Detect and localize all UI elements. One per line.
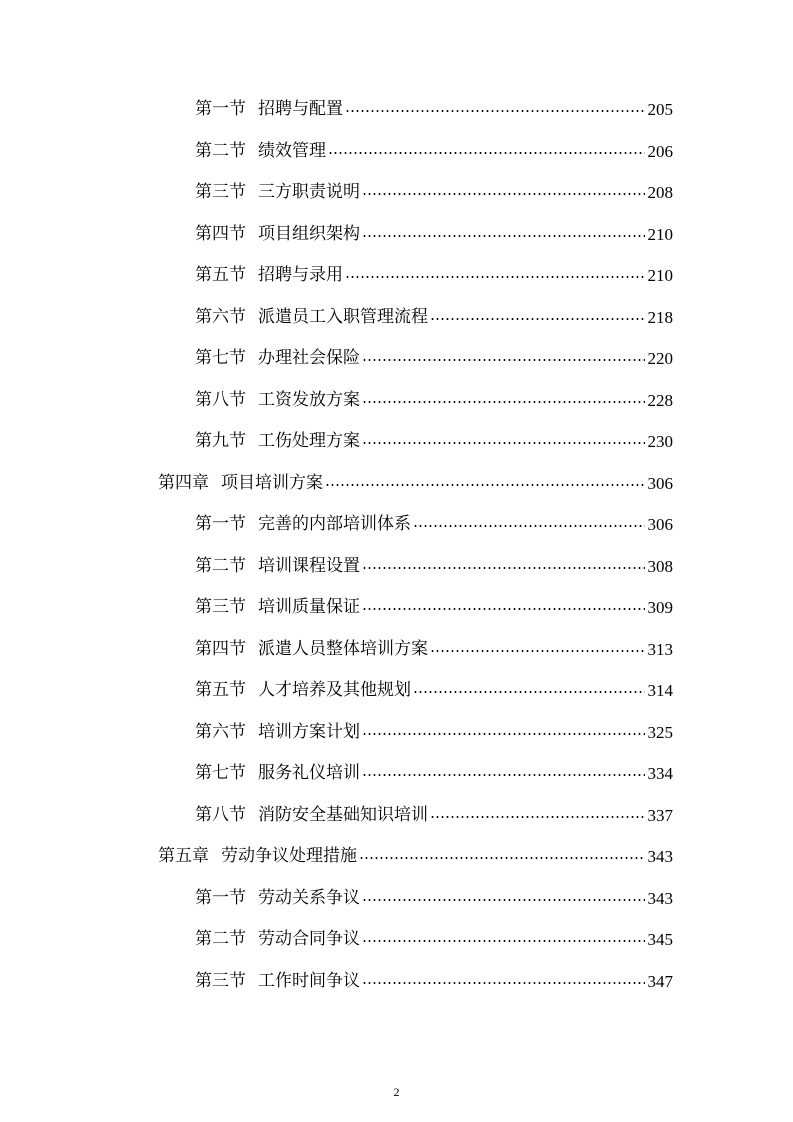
dot-leader — [359, 857, 645, 859]
toc-entry-label: 第五章 — [158, 846, 209, 867]
toc-entry-label: 第一节 — [195, 99, 246, 120]
toc-entry-line — [195, 682, 673, 699]
dot-leader — [362, 774, 645, 776]
toc-entry-line — [195, 887, 673, 908]
toc-entry-title: 工资发放方案 — [258, 389, 360, 410]
toc-entry-page-number: 205 — [647, 100, 673, 120]
toc-entry-page-number: 314 — [647, 681, 673, 701]
toc-entry-label: 第六节 — [195, 721, 246, 742]
toc-section-entry[interactable] — [0, 89, 793, 131]
toc-entry-page-number: 313 — [647, 639, 673, 659]
dot-leader — [362, 940, 645, 942]
toc-section-entry[interactable] — [0, 961, 793, 1003]
toc-entry-label: 第六节 — [195, 306, 246, 327]
toc-entry-label: 第四章 — [158, 472, 209, 493]
toc-section-entry[interactable] — [0, 338, 793, 380]
dot-leader — [430, 650, 645, 652]
toc-entry-line — [195, 516, 673, 533]
toc-entry-title: 培训方案计划 — [258, 721, 360, 742]
toc-chapter-entry[interactable] — [0, 836, 793, 878]
toc-entry-label: 第五节 — [195, 265, 246, 286]
toc-entry-label: 第四节 — [195, 638, 246, 659]
toc-entry-line — [195, 267, 673, 284]
toc-entry-page-number: 347 — [647, 971, 673, 991]
toc-entry-page-number: 206 — [647, 141, 673, 161]
toc-entry-title: 三方职责说明 — [258, 182, 360, 203]
toc-chapter-entry[interactable] — [0, 463, 793, 505]
dot-leader — [325, 484, 645, 486]
dot-leader — [345, 110, 645, 112]
toc-entry-page-number: 210 — [647, 224, 673, 244]
dot-leader — [362, 982, 645, 984]
toc-entry-page-number: 208 — [647, 183, 673, 203]
toc-entry-page-number: 230 — [647, 432, 673, 452]
toc-section-entry[interactable] — [0, 131, 793, 173]
toc-entry-page-number: 337 — [647, 805, 673, 825]
toc-entry-page-number: 345 — [647, 930, 673, 950]
toc-entry-label: 第七节 — [195, 348, 246, 369]
dot-leader — [413, 525, 645, 527]
toc-entry-line — [195, 931, 673, 948]
toc-entry-line — [195, 223, 673, 244]
dot-leader — [362, 567, 645, 569]
toc-entry-line — [195, 804, 673, 825]
toc-entry-title: 消防安全基础知识培训 — [258, 804, 428, 825]
toc-entry-page-number: 218 — [647, 307, 673, 327]
toc-entry-title: 劳动争议处理措施 — [221, 846, 357, 867]
toc-entry-title: 派遣人员整体培训方案 — [258, 638, 428, 659]
dot-leader — [362, 899, 645, 901]
toc-entry-label: 第四节 — [195, 223, 246, 244]
table-of-contents — [0, 89, 793, 1002]
toc-entry-line — [195, 389, 673, 410]
dot-leader — [362, 235, 645, 237]
toc-entry-title: 项目组织架构 — [258, 223, 360, 244]
toc-section-entry[interactable] — [0, 753, 793, 795]
toc-section-entry[interactable] — [0, 297, 793, 339]
toc-entry-line — [195, 350, 673, 367]
toc-section-entry[interactable] — [0, 795, 793, 837]
toc-entry-title: 工伤处理方案 — [258, 431, 360, 452]
toc-section-entry[interactable] — [0, 712, 793, 754]
toc-entry-title: 服务礼仪培训 — [258, 763, 360, 784]
dot-leader — [430, 318, 645, 320]
toc-section-entry[interactable] — [0, 919, 793, 961]
toc-entry-label: 第八节 — [195, 804, 246, 825]
toc-entry-label: 第三节 — [195, 970, 246, 991]
toc-section-entry[interactable] — [0, 504, 793, 546]
toc-entry-line — [195, 765, 673, 782]
toc-entry-page-number: 306 — [647, 473, 673, 493]
toc-entry-label: 第七节 — [195, 763, 246, 784]
dot-leader — [362, 608, 645, 610]
dot-leader — [362, 359, 645, 361]
toc-entry-page-number: 308 — [647, 556, 673, 576]
toc-section-entry[interactable] — [0, 670, 793, 712]
toc-entry-line — [158, 848, 673, 865]
toc-section-entry[interactable] — [0, 878, 793, 920]
dot-leader — [413, 691, 645, 693]
toc-entry-title: 绩效管理 — [258, 140, 326, 161]
toc-entry-page-number: 220 — [647, 349, 673, 369]
toc-entry-line — [195, 140, 673, 161]
toc-entry-label: 第三节 — [195, 597, 246, 618]
toc-entry-label: 第一节 — [195, 514, 246, 535]
toc-entry-title: 劳动关系争议 — [258, 887, 360, 908]
toc-entry-label: 第二节 — [195, 140, 246, 161]
toc-section-entry[interactable] — [0, 629, 793, 671]
page-number: 2 — [393, 1085, 400, 1099]
toc-entry-label: 第八节 — [195, 389, 246, 410]
toc-entry-label: 第一节 — [195, 887, 246, 908]
toc-section-entry[interactable] — [0, 255, 793, 297]
toc-entry-title: 完善的内部培训体系 — [258, 514, 411, 535]
toc-section-entry[interactable] — [0, 214, 793, 256]
toc-section-entry[interactable] — [0, 421, 793, 463]
toc-entry-line — [195, 306, 673, 327]
toc-entry-label: 第三节 — [195, 182, 246, 203]
toc-entry-line — [195, 555, 673, 576]
toc-entry-page-number: 306 — [647, 515, 673, 535]
toc-entry-line — [195, 433, 673, 450]
toc-entry-page-number: 343 — [647, 888, 673, 908]
toc-entry-page-number: 210 — [647, 266, 673, 286]
toc-entry-title: 劳动合同争议 — [258, 929, 360, 950]
toc-entry-page-number: 334 — [647, 764, 673, 784]
toc-entry-line — [195, 101, 673, 118]
toc-entry-label: 第二节 — [195, 929, 246, 950]
toc-section-entry[interactable] — [0, 172, 793, 214]
toc-entry-line — [195, 638, 673, 659]
toc-entry-line — [195, 599, 673, 616]
toc-entry-label: 第二节 — [195, 555, 246, 576]
toc-section-entry[interactable] — [0, 546, 793, 588]
toc-section-entry[interactable] — [0, 380, 793, 422]
toc-entry-title: 办理社会保险 — [258, 348, 360, 369]
toc-entry-title: 工作时间争议 — [258, 970, 360, 991]
toc-entry-page-number: 309 — [647, 598, 673, 618]
dot-leader — [345, 276, 645, 278]
dot-leader — [430, 816, 645, 818]
toc-entry-title: 培训质量保证 — [258, 597, 360, 618]
toc-section-entry[interactable] — [0, 587, 793, 629]
toc-entry-line — [195, 184, 673, 201]
dot-leader — [362, 401, 645, 403]
toc-entry-line — [195, 970, 673, 991]
dot-leader — [362, 442, 645, 444]
toc-entry-label: 第九节 — [195, 431, 246, 452]
toc-entry-page-number: 325 — [647, 722, 673, 742]
toc-entry-title: 项目培训方案 — [221, 472, 323, 493]
toc-entry-title: 派遣员工入职管理流程 — [258, 306, 428, 327]
dot-leader — [328, 152, 645, 154]
toc-entry-page-number: 228 — [647, 390, 673, 410]
dot-leader — [362, 733, 645, 735]
dot-leader — [362, 193, 645, 195]
toc-entry-label: 第五节 — [195, 680, 246, 701]
toc-entry-page-number: 343 — [647, 847, 673, 867]
toc-entry-line — [158, 472, 673, 493]
toc-entry-title: 人才培养及其他规划 — [258, 680, 411, 701]
toc-entry-title: 招聘与配置 — [258, 99, 343, 120]
toc-entry-title: 招聘与录用 — [258, 265, 343, 286]
toc-entry-line — [195, 721, 673, 742]
toc-entry-title: 培训课程设置 — [258, 555, 360, 576]
